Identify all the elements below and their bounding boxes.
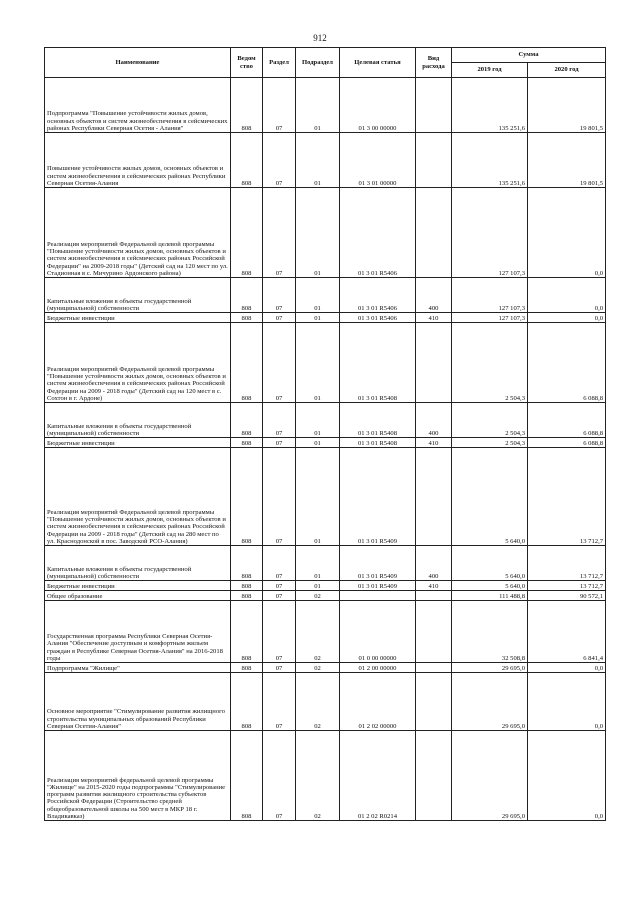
cell-2020: 6 088,8 — [528, 403, 606, 438]
cell-razdel: 07 — [263, 133, 296, 188]
cell-vid-rashoda — [416, 673, 452, 731]
cell-name: Основное мероприятие "Стимулирование развития жилищного строительства муниципальных образований Республики Северная Осетия-Алания" — [45, 673, 231, 731]
cell-cel-statya: 01 0 00 00000 — [340, 601, 416, 663]
cell-2020: 90 572,1 — [528, 591, 606, 601]
cell-razdel: 07 — [263, 188, 296, 278]
table-row — [45, 188, 606, 278]
cell-podrazdel: 01 — [296, 546, 340, 581]
cell-name: Реализация мероприятий федеральной целевой программы "Жилище" на 2015-2020 годы подпрограммы "Стимулирование программ развития жилищного строительства субъектов Российской Федерации (Строительство средней общеобразовательной школы на 500 мест в МКР 18 г. Владикавказ) — [45, 731, 231, 821]
cell-razdel: 07 — [263, 313, 296, 323]
cell-2020: 13 712,7 — [528, 546, 606, 581]
cell-razdel: 07 — [263, 601, 296, 663]
table-row — [45, 581, 606, 591]
cell-cel-statya: 01 3 01 R5409 — [340, 546, 416, 581]
cell-vid-rashoda — [416, 448, 452, 546]
cell-vedom: 808 — [231, 133, 263, 188]
page-number: 912 — [313, 33, 327, 43]
cell-2020: 0,0 — [528, 731, 606, 821]
cell-podrazdel: 01 — [296, 188, 340, 278]
header-cel-statya: Целевая статья — [340, 48, 416, 78]
table-row — [45, 133, 606, 188]
cell-podrazdel: 01 — [296, 278, 340, 313]
cell-podrazdel: 01 — [296, 323, 340, 403]
cell-2019: 29 695,0 — [452, 663, 528, 673]
cell-razdel: 07 — [263, 323, 296, 403]
cell-razdel: 07 — [263, 278, 296, 313]
cell-cel-statya: 01 3 01 R5408 — [340, 403, 416, 438]
cell-2020: 0,0 — [528, 278, 606, 313]
cell-2019: 2 504,3 — [452, 403, 528, 438]
cell-cel-statya: 01 3 01 R5408 — [340, 438, 416, 448]
table-row — [45, 601, 606, 663]
cell-vedom: 808 — [231, 323, 263, 403]
cell-razdel: 07 — [263, 663, 296, 673]
header-summa: Сумма — [452, 48, 606, 63]
header-year-2020: 2020 год — [528, 63, 606, 78]
cell-2020: 19 801,5 — [528, 133, 606, 188]
cell-2019: 135 251,6 — [452, 133, 528, 188]
cell-cel-statya: 01 2 02 R0214 — [340, 731, 416, 821]
cell-cel-statya: 01 3 01 R5406 — [340, 278, 416, 313]
header-vid-rashoda: Вид расхода — [416, 48, 452, 78]
cell-vid-rashoda: 410 — [416, 581, 452, 591]
cell-podrazdel: 01 — [296, 438, 340, 448]
cell-cel-statya: 01 3 01 R5406 — [340, 313, 416, 323]
cell-name: Бюджетные инвестиции — [45, 581, 231, 591]
table-body — [45, 78, 606, 821]
cell-2020: 6 088,8 — [528, 323, 606, 403]
cell-podrazdel: 02 — [296, 731, 340, 821]
cell-name: Повышение устойчивости жилых домов, основных объектов и систем жизнеобеспечения в сейсмических районах Республики Северная Осетия-Алания — [45, 133, 231, 188]
cell-podrazdel: 02 — [296, 591, 340, 601]
cell-vedom: 808 — [231, 448, 263, 546]
cell-podrazdel: 02 — [296, 673, 340, 731]
table-row — [45, 278, 606, 313]
cell-2020: 6 841,4 — [528, 601, 606, 663]
cell-vedom: 808 — [231, 278, 263, 313]
cell-razdel: 07 — [263, 731, 296, 821]
cell-razdel: 07 — [263, 78, 296, 133]
cell-vedom: 808 — [231, 78, 263, 133]
cell-name: Реализация мероприятий Федеральной целевой программы "Повышение устойчивости жилых домов, основных объектов и систем жизнеобеспечения в сейсмических районах Российской Федерации на 2009 - 2018 годы" (Детский сад на 120 мест в с. Сохтон в г. Ардоне) — [45, 323, 231, 403]
cell-name: Реализация мероприятий Федеральной целевой программы "Повышение устойчивости жилых домов, основных объектов и систем жизнеобеспечения в сейсмических районах Российской Федерации" на 2009-2018 годы" (Детский сад на 120 мест по ул. Стадионная в с. Мичурино Ардонского района) — [45, 188, 231, 278]
cell-razdel: 07 — [263, 448, 296, 546]
cell-name: Реализация мероприятий Федеральной целевой программы "Повышение устойчивости жилых домов, основных объектов и систем жизнеобеспечения в сейсмических районах Российской Федерации на 2009 - 2018 годы" (Детский сад на 280 мест по ул. Краснодонской в пос. Заводской РСО-Алания) — [45, 448, 231, 546]
cell-cel-statya: 01 3 01 R5406 — [340, 188, 416, 278]
cell-vedom: 808 — [231, 546, 263, 581]
cell-2020: 19 801,5 — [528, 78, 606, 133]
cell-vedom: 808 — [231, 438, 263, 448]
cell-razdel: 07 — [263, 581, 296, 591]
cell-razdel: 07 — [263, 438, 296, 448]
cell-2019: 127 107,3 — [452, 188, 528, 278]
cell-vedom: 808 — [231, 601, 263, 663]
table-row — [45, 313, 606, 323]
table-row — [45, 591, 606, 601]
cell-2019: 135 251,6 — [452, 78, 528, 133]
cell-vedom: 808 — [231, 581, 263, 591]
cell-2019: 127 107,3 — [452, 313, 528, 323]
table-row — [45, 448, 606, 546]
cell-2019: 127 107,3 — [452, 278, 528, 313]
header-vedom: Ведом ство — [231, 48, 263, 78]
cell-cel-statya: 01 2 02 00000 — [340, 673, 416, 731]
cell-2020: 13 712,7 — [528, 581, 606, 591]
cell-2020: 0,0 — [528, 663, 606, 673]
cell-razdel: 07 — [263, 403, 296, 438]
cell-2020: 0,0 — [528, 188, 606, 278]
cell-cel-statya: 01 3 01 R5409 — [340, 448, 416, 546]
cell-vedom: 808 — [231, 673, 263, 731]
cell-2019: 29 695,0 — [452, 673, 528, 731]
cell-name: Капитальные вложения в объекты государственной (муниципальной) собственности — [45, 403, 231, 438]
cell-cel-statya: 01 3 01 00000 — [340, 133, 416, 188]
cell-name: Бюджетные инвестиции — [45, 313, 231, 323]
cell-podrazdel: 01 — [296, 448, 340, 546]
table-row — [45, 323, 606, 403]
cell-vid-rashoda — [416, 133, 452, 188]
cell-vedom: 808 — [231, 663, 263, 673]
cell-vid-rashoda — [416, 591, 452, 601]
cell-2019: 111 488,8 — [452, 591, 528, 601]
cell-2019: 2 504,3 — [452, 438, 528, 448]
cell-vid-rashoda — [416, 78, 452, 133]
cell-2020: 13 712,7 — [528, 448, 606, 546]
table-row — [45, 673, 606, 731]
cell-podrazdel: 01 — [296, 581, 340, 591]
cell-2019: 29 695,0 — [452, 731, 528, 821]
cell-cel-statya: 01 2 00 00000 — [340, 663, 416, 673]
cell-razdel: 07 — [263, 546, 296, 581]
header-name: Наименование — [45, 48, 231, 78]
cell-name: Капитальные вложения в объекты государственной (муниципальной) собственности — [45, 546, 231, 581]
cell-vid-rashoda: 400 — [416, 403, 452, 438]
cell-podrazdel: 01 — [296, 78, 340, 133]
cell-2019: 5 640,0 — [452, 581, 528, 591]
cell-2020: 0,0 — [528, 313, 606, 323]
cell-vedom: 808 — [231, 188, 263, 278]
cell-2019: 32 508,8 — [452, 601, 528, 663]
cell-vid-rashoda — [416, 731, 452, 821]
cell-vedom: 808 — [231, 403, 263, 438]
cell-vid-rashoda — [416, 188, 452, 278]
cell-vid-rashoda: 400 — [416, 278, 452, 313]
table-row — [45, 731, 606, 821]
cell-cel-statya: 01 3 00 00000 — [340, 78, 416, 133]
cell-vid-rashoda — [416, 323, 452, 403]
cell-name: Капитальные вложения в объекты государственной (муниципальной) собственности — [45, 278, 231, 313]
cell-2019: 2 504,3 — [452, 323, 528, 403]
cell-name: Подпрограмма "Повышение устойчивости жилых домов, основных объектов и систем жизнеобеспечения в сейсмических районах Республики Северная Осетия - Алания" — [45, 78, 231, 133]
cell-vedom: 808 — [231, 313, 263, 323]
cell-name: Бюджетные инвестиции — [45, 438, 231, 448]
cell-podrazdel: 02 — [296, 663, 340, 673]
cell-name: Общее образование — [45, 591, 231, 601]
budget-table — [44, 47, 606, 821]
header-podrazdel: Подраздел — [296, 48, 340, 78]
table-row — [45, 438, 606, 448]
cell-name: Государственная программа Республики Северная Осетия-Алания "Обеспечение доступным и комфортным жильем граждан в Республике Северная Осетия-Алания" на 2016-2018 годы — [45, 601, 231, 663]
cell-podrazdel: 01 — [296, 403, 340, 438]
header-razdel: Раздел — [263, 48, 296, 78]
cell-podrazdel: 01 — [296, 313, 340, 323]
cell-vid-rashoda: 410 — [416, 438, 452, 448]
cell-cel-statya — [340, 591, 416, 601]
cell-podrazdel: 01 — [296, 133, 340, 188]
cell-vedom: 808 — [231, 591, 263, 601]
table-header — [45, 48, 606, 78]
cell-vid-rashoda — [416, 601, 452, 663]
table-row — [45, 546, 606, 581]
cell-vid-rashoda — [416, 663, 452, 673]
table-row — [45, 403, 606, 438]
table-row — [45, 663, 606, 673]
cell-vid-rashoda: 400 — [416, 546, 452, 581]
cell-2020: 0,0 — [528, 673, 606, 731]
cell-name: Подпрограмма "Жилище" — [45, 663, 231, 673]
cell-2020: 6 088,8 — [528, 438, 606, 448]
cell-2019: 5 640,0 — [452, 546, 528, 581]
cell-cel-statya: 01 3 01 R5408 — [340, 323, 416, 403]
cell-vedom: 808 — [231, 731, 263, 821]
cell-cel-statya: 01 3 01 R5409 — [340, 581, 416, 591]
header-year-2019: 2019 год — [452, 63, 528, 78]
cell-2019: 5 640,0 — [452, 448, 528, 546]
table-row — [45, 78, 606, 133]
cell-vid-rashoda: 410 — [416, 313, 452, 323]
cell-podrazdel: 02 — [296, 601, 340, 663]
cell-razdel: 07 — [263, 591, 296, 601]
cell-razdel: 07 — [263, 673, 296, 731]
